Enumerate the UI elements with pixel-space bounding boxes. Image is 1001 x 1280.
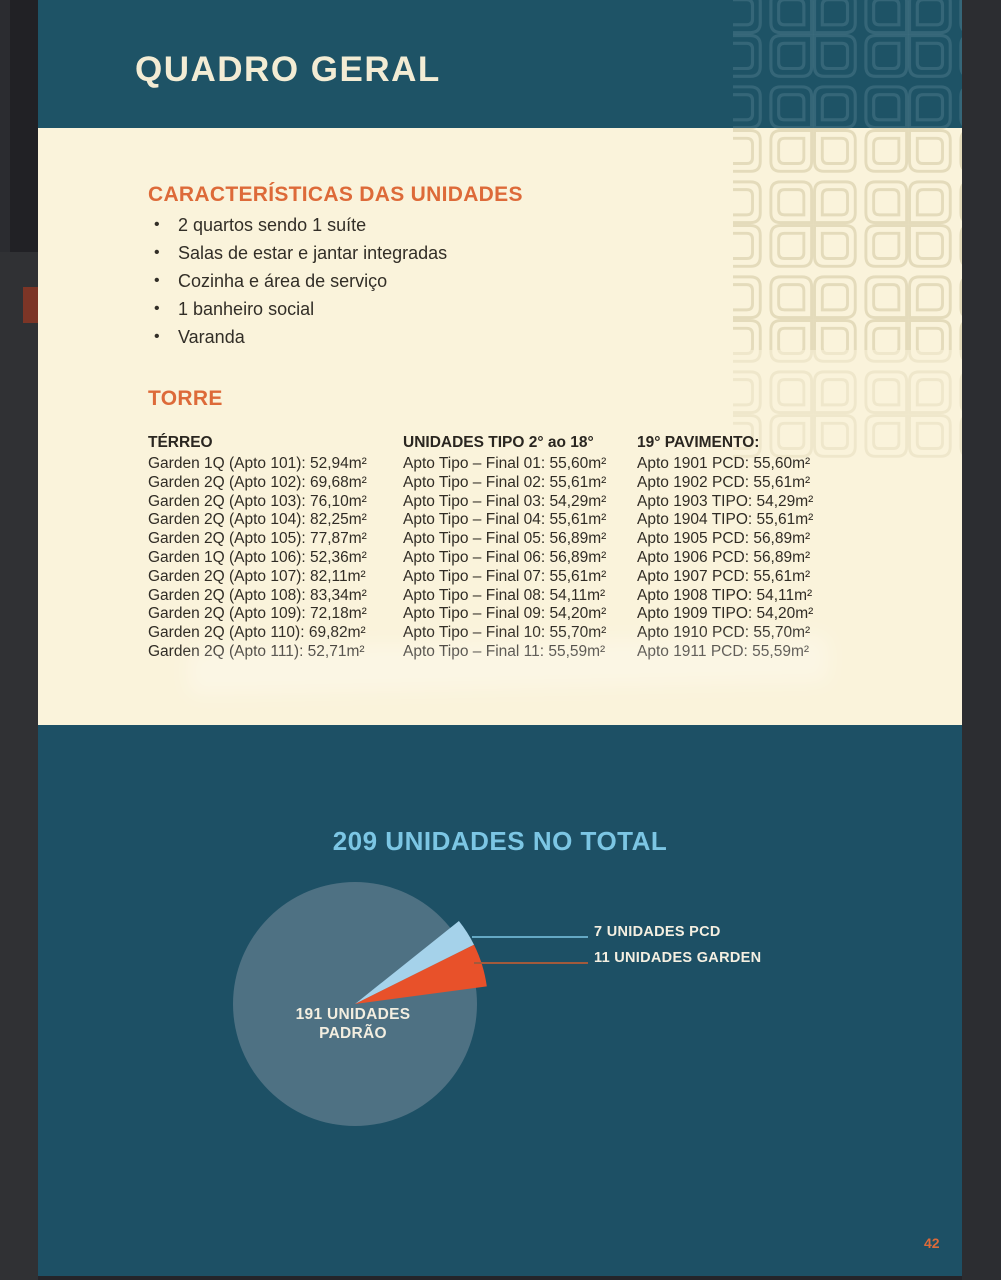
page-title: QUADRO GERAL (135, 50, 441, 89)
column-rows (637, 455, 867, 662)
table-row: Garden 2Q (Apto 107): 82,11m² (148, 567, 366, 585)
viewer-left-margin-dark (10, 0, 38, 252)
column-tipo (403, 433, 635, 662)
pcd-callout-label: 7 UNIDADES PCD (594, 924, 721, 940)
page-bottom-edge (38, 1276, 962, 1280)
column-header: UNIDADES TIPO 2° ao 18° (403, 434, 594, 451)
table-row: Garden 1Q (Apto 101): 52,94m² (148, 455, 367, 472)
list-item (154, 323, 447, 351)
list-item (154, 267, 447, 295)
viewer-right-margin (962, 0, 1001, 1280)
table-row: Apto 1902 PCD: 55,61m² (637, 473, 811, 491)
column-pavimento (637, 433, 867, 662)
list-item-label: Salas de estar e jantar integradas (178, 243, 448, 263)
table-row: Garden 2Q (Apto 105): 77,87m² (148, 530, 367, 548)
list-item (154, 239, 447, 267)
garden-callout-label: 11 UNIDADES GARDEN (594, 950, 762, 966)
document-page (38, 0, 962, 1280)
table-row: Apto 1904 TIPO: 55,61m² (637, 511, 814, 529)
table-row: Garden 2Q (Apto 110): 69,82m² (148, 624, 366, 642)
list-item-label: Cozinha e área de serviço (178, 271, 388, 291)
table-row: Garden 2Q (Apto 109): 72,18m² (148, 605, 367, 623)
page-number: 42 (924, 1235, 940, 1251)
column-terreo (148, 433, 400, 662)
chart-title: 209 UNIDADES NO TOTAL (332, 826, 668, 856)
table-row: Garden 2Q (Apto 111): 52,71m² (148, 642, 365, 660)
table-row: Apto Tipo – Final 03: 54,29m² (403, 492, 607, 510)
table-row: Apto Tipo – Final 08: 54,11m² (403, 586, 606, 604)
table-row: Garden 1Q (Apto 106): 52,36m² (148, 548, 367, 566)
bullet-icon: • (154, 244, 160, 261)
list-item-label: 2 quartos sendo 1 suíte (178, 215, 367, 235)
petal-pattern-decoration (733, 0, 962, 460)
table-row: Apto 1905 PCD: 56,89m² (637, 530, 811, 548)
column-rows (403, 455, 635, 662)
table-row: Garden 2Q (Apto 104): 82,25m² (148, 511, 367, 529)
column-rows (148, 455, 400, 662)
padrao-slice-label: 191 UNIDADES PADRÃO (295, 1006, 411, 1042)
table-row: Garden 2Q (Apto 102): 69,68m² (148, 473, 367, 491)
table-row: Apto Tipo – Final 06: 56,89m² (403, 548, 607, 566)
bullet-icon: • (154, 272, 160, 289)
characteristics-heading: CARACTERÍSTICAS DAS UNIDADES (148, 183, 523, 206)
table-row: Apto 1906 PCD: 56,89m² (637, 548, 811, 566)
table-row: Apto 1909 TIPO: 54,20m² (637, 605, 814, 623)
thumbnail-fragment (23, 287, 38, 323)
list-item (154, 211, 447, 239)
column-header: 19° PAVIMENTO: (637, 434, 760, 451)
table-row: Apto Tipo – Final 04: 55,61m² (403, 511, 607, 529)
table-row: Apto Tipo – Final 10: 55,70m² (403, 624, 607, 642)
list-item-label: 1 banheiro social (178, 299, 315, 319)
table-row: Garden 2Q (Apto 103): 76,10m² (148, 492, 367, 510)
table-row: Apto 1901 PCD: 55,60m² (637, 455, 811, 472)
table-row: Apto Tipo – Final 01: 55,60m² (403, 455, 607, 472)
bullet-icon: • (154, 300, 160, 317)
column-header: TÉRREO (148, 434, 213, 451)
table-row: Apto Tipo – Final 11: 55,59m² (403, 642, 606, 660)
torre-heading: TORRE (148, 387, 223, 410)
table-row: Apto 1911 PCD: 55,59m² (637, 642, 810, 660)
table-row: Garden 2Q (Apto 108): 83,34m² (148, 586, 367, 604)
characteristics-list (154, 211, 447, 351)
pie-chart (38, 725, 962, 1280)
bullet-icon: • (154, 216, 160, 233)
list-item (154, 295, 447, 323)
table-row: Apto Tipo – Final 07: 55,61m² (403, 567, 607, 585)
list-item-label: Varanda (178, 327, 245, 347)
viewer-left-edge-strip (0, 0, 10, 252)
table-row: Apto Tipo – Final 05: 56,89m² (403, 530, 607, 548)
table-row: Apto 1908 TIPO: 54,11m² (637, 586, 813, 604)
table-row: Apto 1907 PCD: 55,61m² (637, 567, 811, 585)
table-row: Apto Tipo – Final 09: 54,20m² (403, 605, 607, 623)
table-row: Apto 1903 TIPO: 54,29m² (637, 492, 814, 510)
table-row: Apto Tipo – Final 02: 55,61m² (403, 473, 607, 491)
table-row: Apto 1910 PCD: 55,70m² (637, 624, 811, 642)
bullet-icon: • (154, 328, 160, 345)
